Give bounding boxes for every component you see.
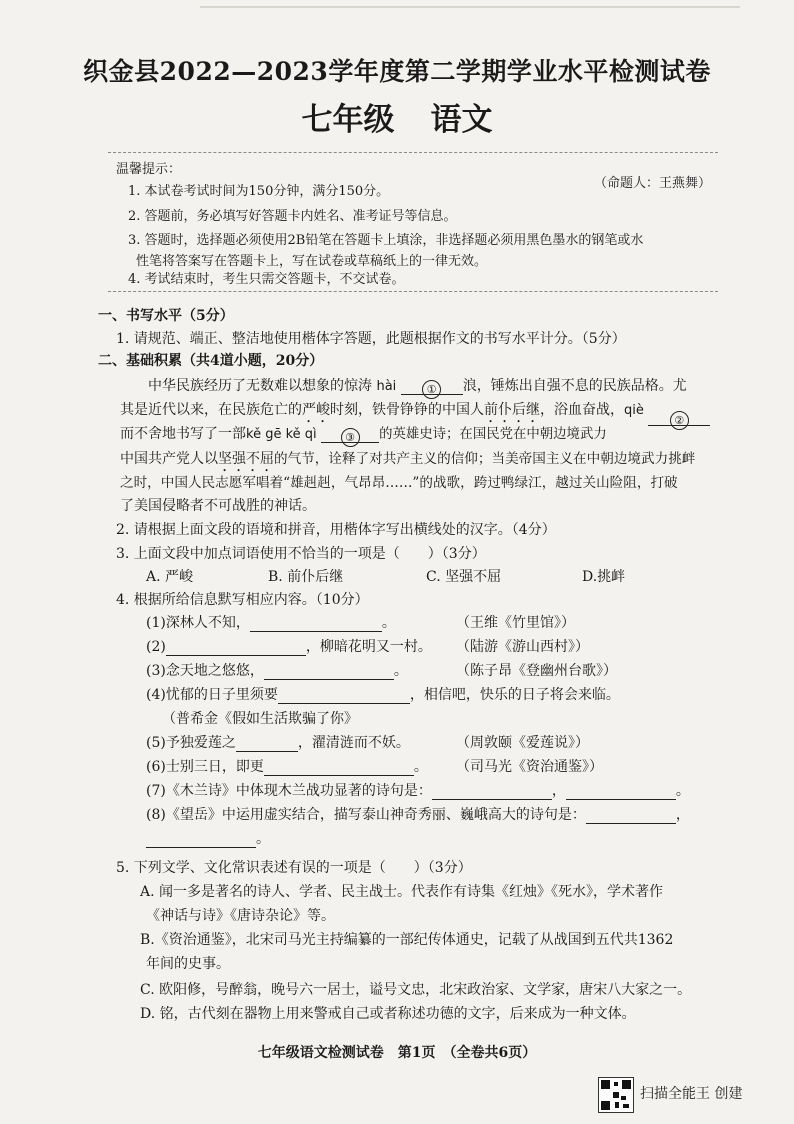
- section-2-title: 二、基础积累（共4道小题，20分）: [98, 353, 324, 369]
- passage-line-1: 中华民族经历了无数难以想象的惊涛 hài ① 浪，锤炼出自强不息的民族品格。尤: [148, 375, 687, 395]
- answer-blank-3[interactable]: ③: [321, 428, 379, 443]
- recite-item-2: (2) ，柳暗花明又一村。: [146, 639, 432, 655]
- passage-line-6: 了美国侵略者不可战胜的神话。: [120, 498, 316, 514]
- recite-item-3: (3)念天地之悠悠， 。: [146, 663, 408, 679]
- recite-blank-6[interactable]: [264, 761, 414, 776]
- passage-line-4: 中国共产党人以坚强不屈的气节，诠释了对共产主义的信仰；当美帝国主义在中朝边境武力挑衅: [120, 451, 696, 467]
- section-1-title: 一、书写水平（5分）: [98, 308, 234, 324]
- dotted-word-qianpu: 前仆后继: [484, 402, 540, 418]
- question-2: 2. 请根据上面文段的语境和拼音，用楷体字写出横线处的汉字。（4分）: [116, 522, 556, 538]
- q3-option-a[interactable]: A. 严峻: [146, 569, 194, 585]
- q5-option-d[interactable]: D. 铭，古代刻在器物上用来警戒自己或者称述功德的文字，后来成为一种文体。: [140, 1006, 636, 1022]
- scanner-watermark: 扫描全能王 创建: [640, 1086, 743, 1102]
- question-1: 1. 请规范、端正、整洁地使用楷体字答题，此题根据作文的书写水平计分。（5分）: [116, 331, 626, 347]
- recite-item-8: (8)《望岳》中运用虚实结合，描写泰山神奇秀丽、巍峨高大的诗句是： ，: [146, 807, 690, 823]
- answer-blank-2[interactable]: ②: [648, 411, 710, 426]
- recite-source-3: （陈子昂《登幽州台歌》）: [456, 663, 617, 679]
- pinyin-3: kě gē kě qì: [246, 427, 317, 442]
- question-4: 4. 根据所给信息默写相应内容。（10分）: [116, 592, 369, 608]
- q3-option-d[interactable]: D.挑衅: [582, 569, 626, 585]
- tip-item: 2. 答题前，务必填写好答题卡内姓名、准考证号等信息。: [128, 209, 457, 224]
- tips-heading: 温馨提示：: [116, 162, 182, 177]
- q3-option-b[interactable]: B. 前仆后继: [268, 569, 344, 585]
- tip-item: 1. 本试卷考试时间为150分钟，满分150分。: [128, 184, 390, 199]
- pinyin-1: hài: [376, 379, 397, 394]
- q5-option-b[interactable]: B.《资治通鉴》，北宋司马光主持编纂的一部纪传体通史，记载了从战国到五代共1362: [140, 932, 674, 948]
- recite-blank-4[interactable]: [278, 689, 410, 704]
- pinyin-2: qiè: [624, 403, 644, 418]
- tip-item: 4. 考试结束时，考生只需交答题卡，不交试卷。: [128, 272, 405, 287]
- recite-blank-7a[interactable]: [432, 785, 552, 800]
- scan-artifact: [200, 6, 740, 18]
- recite-source-1: （王维《竹里馆》）: [456, 615, 575, 631]
- recite-item-7: (7)《木兰诗》中体现木兰战功显著的诗句是： ， 。: [146, 783, 690, 799]
- qr-code-icon: [598, 1077, 634, 1113]
- recite-source-5: （周敦颐《爱莲说》）: [456, 735, 589, 751]
- recite-source-2: （陆游《游山西村》）: [456, 639, 589, 655]
- q5-option-c[interactable]: C. 欧阳修，号醉翁，晚号六一居士，谥号文忠，北宋政治家、文学家，唐宋八大家之一。: [140, 982, 692, 998]
- page-footer: 七年级语文检测试卷 第1页 （全卷共6页）: [257, 1045, 537, 1061]
- recite-source-4: （普希金《假如生活欺骗了你》: [162, 711, 358, 727]
- dotted-word-jianqiang: 坚强不屈: [218, 451, 274, 467]
- recite-blank-5[interactable]: [236, 737, 298, 752]
- q5-option-a-cont: 《神话与诗》《唐诗杂论》等。: [146, 908, 335, 924]
- q5-option-a[interactable]: A. 闻一多是著名的诗人、学者、民主战士。代表作有诗集《红烛》《死水》，学术著作: [140, 884, 664, 900]
- recite-blank-3[interactable]: [264, 665, 394, 680]
- recite-source-6: （司马光《资治通鉴》）: [456, 759, 603, 775]
- author-note: （命题人：王燕舞）: [594, 176, 712, 191]
- recite-item-1: (1)深林人不知， 。: [146, 615, 396, 631]
- exam-subtitle: [0, 94, 794, 139]
- passage-line-3: 而不舍地书写了一部kě gē kě qì ③ 的英雄史诗；在国民党在中朝边境武力: [120, 423, 607, 443]
- tip-item: 性笔将答案写在答题卡上，写在试卷或草稿纸上的一律无效。: [136, 254, 488, 269]
- question-5: 5. 下列文学、文化常识表述有误的一项是（ ）（3分）: [116, 860, 472, 876]
- dotted-word-yanjun: 严峻: [302, 402, 330, 418]
- passage-line-2: 其是近代以来，在民族危亡的严峻时刻，铁骨铮铮的中国人前仆后继，浴血奋战，qiè ②: [120, 399, 710, 426]
- grade-label: 七年级: [301, 102, 395, 138]
- recite-item-4: (4)忧郁的日子里须要 ，相信吧，快乐的日子将会来临。: [146, 687, 620, 703]
- subject-label: 语文: [430, 102, 493, 138]
- recite-blank-1[interactable]: [250, 617, 382, 632]
- recite-item-5: (5)予独爱莲之 ，濯清涟而不妖。: [146, 735, 410, 751]
- q5-option-b-cont: 年间的史事。: [146, 956, 230, 972]
- exam-title: 织金县2022—2023学年度第二学期学业水平检测试卷: [83, 57, 711, 86]
- tip-item: 3. 答题时，选择题必须使用2B铅笔在答题卡上填涂，非选择题必须用黑色墨水的钢笔或水: [128, 233, 644, 248]
- question-3: 3. 上面文段中加点词语使用不恰当的一项是（ ）（3分）: [116, 546, 486, 562]
- answer-blank-1[interactable]: ①: [401, 380, 463, 395]
- recite-blank-2[interactable]: [166, 641, 306, 656]
- recite-item-8-cont: 。: [146, 828, 270, 848]
- recite-item-6: (6)士别三日，即更 。: [146, 759, 428, 775]
- recite-blank-8a[interactable]: [586, 809, 676, 824]
- recite-blank-8b[interactable]: [146, 833, 256, 848]
- recite-blank-7b[interactable]: [566, 785, 676, 800]
- q3-option-c[interactable]: C. 坚强不屈: [426, 569, 502, 585]
- passage-line-5: 之时，中国人民志愿军唱着“雄赳赳，气昂昂……”的战歌，跨过鸭绿江，越过关山险阻，打破: [120, 475, 678, 491]
